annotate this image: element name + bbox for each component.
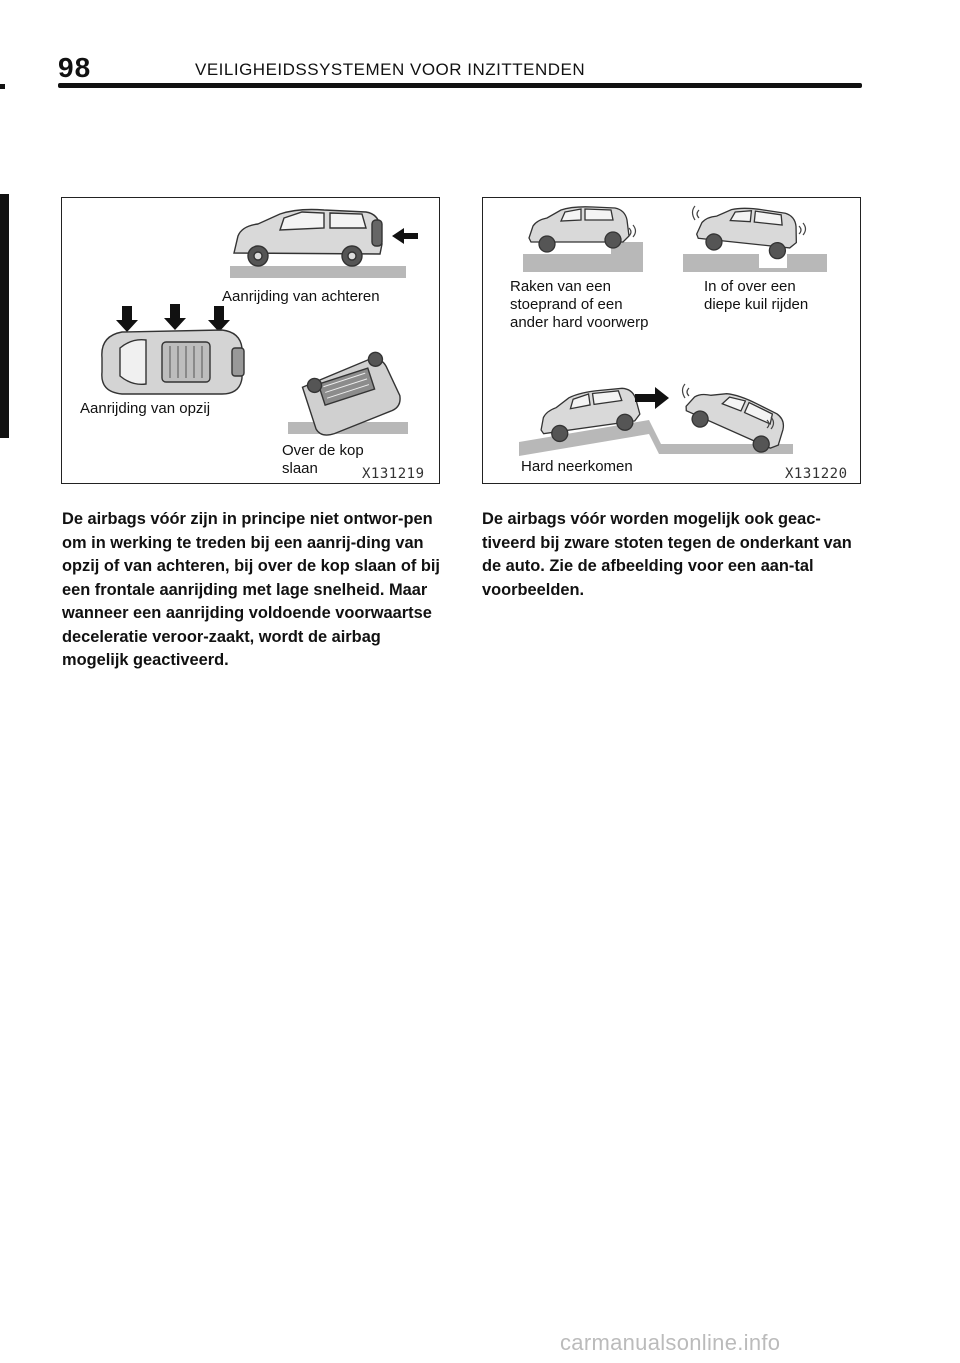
page-number: 98 [58, 52, 92, 83]
header-rule [58, 83, 862, 88]
impact-arrow-rear-icon [392, 228, 418, 244]
figure-underbody-impacts [482, 197, 861, 484]
label-pit-impact: In of over een diepe kuil rijden [704, 278, 809, 313]
suv-pit-icon [695, 203, 799, 260]
ground-pit [683, 254, 827, 272]
page-header-title: VEILIGHEIDSSYSTEMEN VOOR INZITTENDEN [195, 60, 586, 79]
underbody-illustration [483, 198, 860, 483]
ground-rear [230, 266, 406, 278]
figure-collision-types [61, 197, 440, 484]
suv-rear-collision-icon [234, 210, 382, 267]
label-side-collision: Aanrijding van opzij [80, 400, 211, 417]
section-tab-marker [0, 194, 9, 438]
collision-illustration [62, 198, 439, 483]
suv-curb-icon [529, 207, 629, 252]
corner-mark [0, 84, 5, 89]
figure-code-left: X131219 [362, 466, 425, 482]
label-rollover: Over de kop slaan [282, 442, 364, 477]
label-hard-landing: Hard neerkomen [521, 458, 633, 475]
watermark: carmanualsonline.info [560, 1330, 781, 1355]
impact-lines-curb-icon [629, 225, 636, 237]
label-rear-collision: Aanrijding van achteren [222, 288, 380, 305]
label-curb-impact: Raken van een stoeprand of een ander hard voorwerp [510, 278, 649, 331]
impact-arrows-side-icon [116, 304, 230, 332]
direction-arrow-icon [635, 387, 669, 409]
figure-code-right: X131220 [785, 466, 848, 482]
paragraph-front-airbags-underbody: De airbags vóór worden mogelijk ook geac-tiveerd bij zware stoten tegen de onderkant van de auto. Zie de afbeelding voor een aan-tal voorbeelden. [482, 510, 852, 599]
car-top-view-icon [102, 330, 244, 394]
paragraph-front-airbags-not-designed: De airbags vóór zijn in principe niet ontwor-pen om in werking te treden bij een aanrij-ding van opzij of van achteren, bij over de kop slaan of bij een frontale aanrijding met lage snelheid. Maar wanneer een aanrijding voldoende voorwaartse deceleratie veroor-zaakt, wordt de airbag mogelijk geactiveerd. [62, 510, 440, 669]
